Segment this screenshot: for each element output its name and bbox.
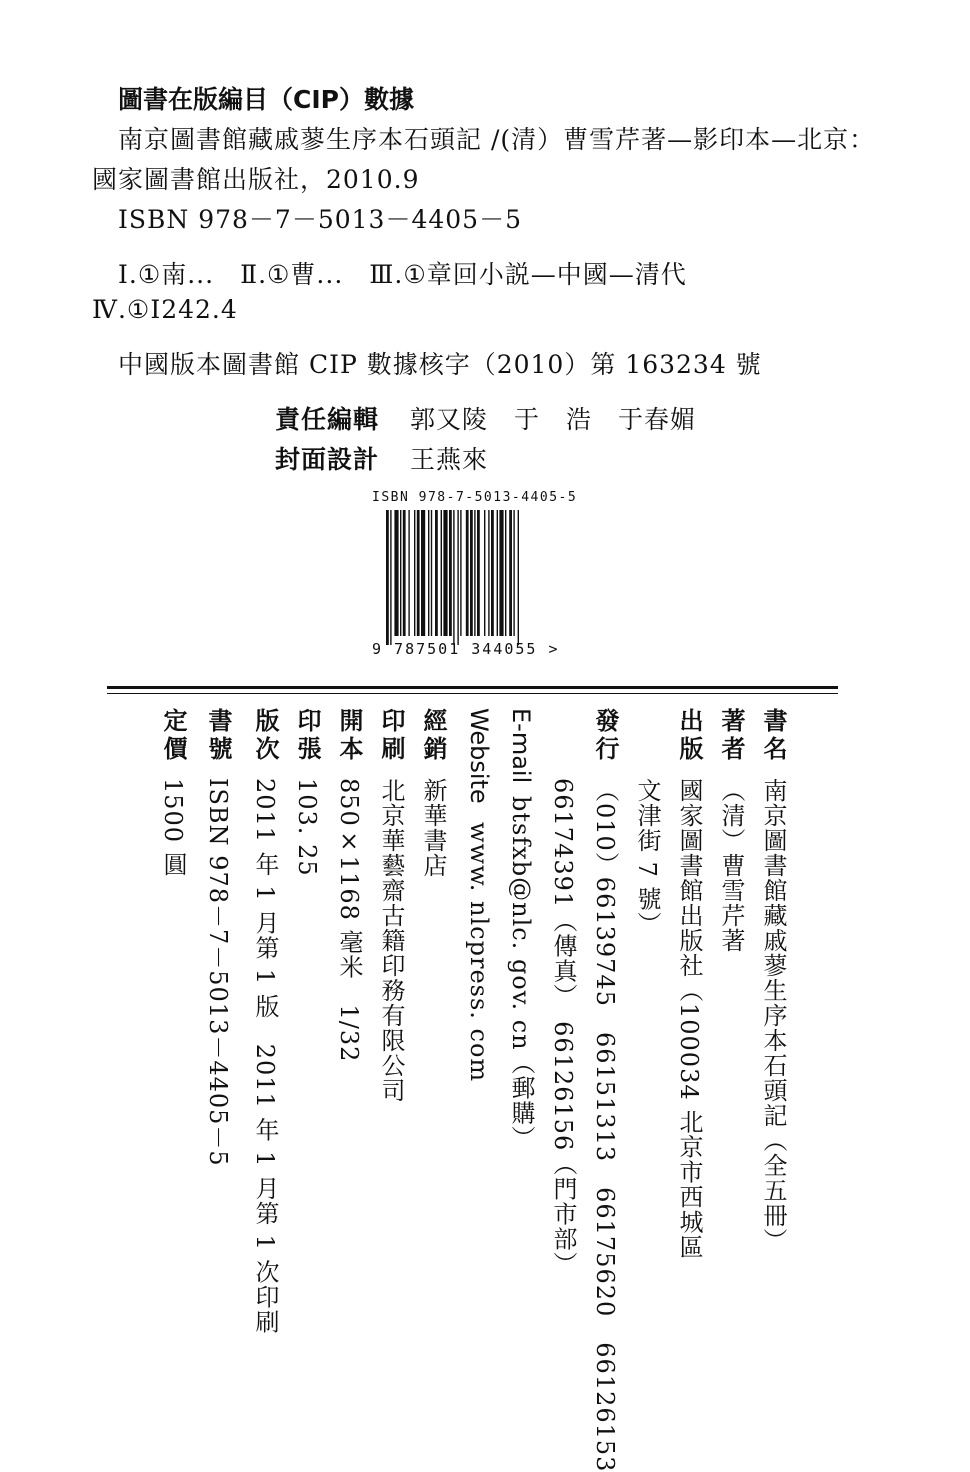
barcode-image <box>386 510 562 645</box>
cip-classification-line-2: Ⅳ.①I242.4 <box>92 295 238 324</box>
cip-title-line: 南京圖書館藏戚蓼生序本石頭記 /(清）曹雪芹著—影印本—北京： <box>118 125 876 154</box>
barcode-bar <box>477 510 480 636</box>
cip-verification-line: 中國版本圖書館 CIP 數據核字（2010）第 163234 號 <box>118 350 762 379</box>
colophon-label: 書號 <box>204 708 232 764</box>
colophon-value: 北京華藝齋古籍印務有限公司 <box>377 778 405 1103</box>
barcode-bar <box>441 510 442 636</box>
editor-names: 郭又陵 于 浩 于春媚 <box>409 405 696 434</box>
barcode-bar <box>414 510 415 636</box>
colophon-price <box>158 708 188 877</box>
colophon-label: 發行 <box>591 708 619 764</box>
colophon-sheets <box>292 708 322 877</box>
barcode-bar <box>408 510 409 636</box>
colophon-email <box>506 708 536 1151</box>
colophon-label: 印張 <box>293 708 321 764</box>
barcode-bar <box>497 510 498 636</box>
barcode-bar <box>505 510 506 636</box>
barcode-bar <box>488 510 489 636</box>
barcode-bar <box>443 510 447 636</box>
colophon-value: 103. 25 <box>293 778 321 877</box>
colophon-label: 經銷 <box>419 708 447 764</box>
separator-rule <box>107 686 838 689</box>
colophon-value: www. nlcpress. com <box>465 822 493 1083</box>
barcode-bar <box>435 510 438 636</box>
colophon-label: 版次 <box>251 708 279 764</box>
barcode-bar <box>457 510 458 645</box>
cover-design-name: 王燕來 <box>409 445 488 474</box>
editor-label: 責任編輯 <box>275 405 380 434</box>
colophon-value: 南京圖書館藏戚蓼生序本石頭記（全五冊） <box>759 778 787 1253</box>
barcode-bar <box>470 510 473 636</box>
colophon-value: 2011 年 1 月第 1 版 2011 年 1 月第 1 次印刷 <box>251 778 279 1335</box>
colophon-value: btsfxb@nlc. gov. cn（郵購） <box>507 796 535 1151</box>
colophon-website <box>464 708 494 1082</box>
barcode-isbn-text: ISBN 978-7-5013-4405-5 <box>372 490 578 505</box>
barcode-bar <box>484 510 485 636</box>
separator-rule-thin <box>107 693 838 694</box>
colophon-publisher-cont <box>632 708 662 937</box>
barcode-bar <box>453 510 454 645</box>
barcode-bar <box>394 510 398 636</box>
barcode-bar <box>491 510 494 636</box>
cover-design-row <box>275 440 488 476</box>
colophon-value: （清）曹雪芹著 <box>717 778 745 953</box>
colophon-value: 850×1168 毫米 1/32 <box>335 778 363 1063</box>
colophon-publisher <box>674 708 704 1259</box>
colophon-label: 書名 <box>759 708 787 764</box>
colophon-label: 開本 <box>335 708 363 764</box>
barcode-bar <box>428 510 429 636</box>
colophon-value: ISBN 978－7－5013－4405－5 <box>204 778 232 1167</box>
colophon-label: E-mail <box>507 708 535 784</box>
colophon-value: 新華書店 <box>419 778 447 878</box>
barcode-bar <box>509 510 512 636</box>
colophon-label: 印刷 <box>377 708 405 764</box>
colophon-label: 著者 <box>717 708 745 764</box>
barcode-bar <box>499 510 503 636</box>
colophon-seller <box>418 708 448 878</box>
colophon-title <box>758 708 788 1253</box>
barcode-bar <box>460 510 461 636</box>
colophon-distribution <box>590 708 620 1472</box>
barcode-bar <box>421 510 425 636</box>
barcode-bar <box>513 510 514 636</box>
barcode-bar <box>390 510 391 645</box>
colophon-format <box>334 708 364 1062</box>
colophon-value: 國家圖書館出版社（100034 北京市西城區 <box>675 778 703 1260</box>
colophon-value: 1500 圓 <box>159 778 187 877</box>
barcode-bar <box>403 510 406 636</box>
barcode-bar <box>386 510 389 645</box>
barcode-bar <box>474 510 475 636</box>
cip-classification-line: Ⅰ.①南... Ⅱ.①曹... Ⅲ.①章回小説—中國—清代 <box>118 260 687 289</box>
colophon-edition <box>250 708 280 1335</box>
cip-publisher-line: 國家圖書館出版社，2010.9 <box>92 165 420 194</box>
barcode-bar <box>417 510 420 636</box>
colophon-value: （010）66139745 66151313 66175620 66126153 <box>591 778 619 1472</box>
colophon-label: 定價 <box>159 708 187 764</box>
colophon-distribution-cont <box>548 708 578 1276</box>
barcode-number-text: 9 787501 344055 > <box>372 640 560 658</box>
barcode-bar <box>449 510 452 636</box>
barcode-bar <box>431 510 432 636</box>
barcode-bar <box>466 510 469 636</box>
editor-row <box>275 400 696 436</box>
cover-design-label: 封面設計 <box>275 445 380 474</box>
cip-isbn-line: ISBN 978－7－5013－4405－5 <box>118 205 522 234</box>
barcode-bar <box>400 510 401 636</box>
colophon-value: 66174391（傳真） 66126156（門市部） <box>549 778 577 1277</box>
colophon-value: 文津街 7 號） <box>633 778 661 937</box>
cip-heading: 圖書在版編目（CIP）數據 <box>118 85 414 114</box>
colophon-book-number <box>203 708 233 1167</box>
colophon-label: 出版 <box>675 708 703 764</box>
barcode-bar <box>518 510 519 645</box>
colophon-printer <box>376 708 406 1103</box>
colophon-label: Website <box>465 708 493 804</box>
colophon-author <box>716 708 746 953</box>
